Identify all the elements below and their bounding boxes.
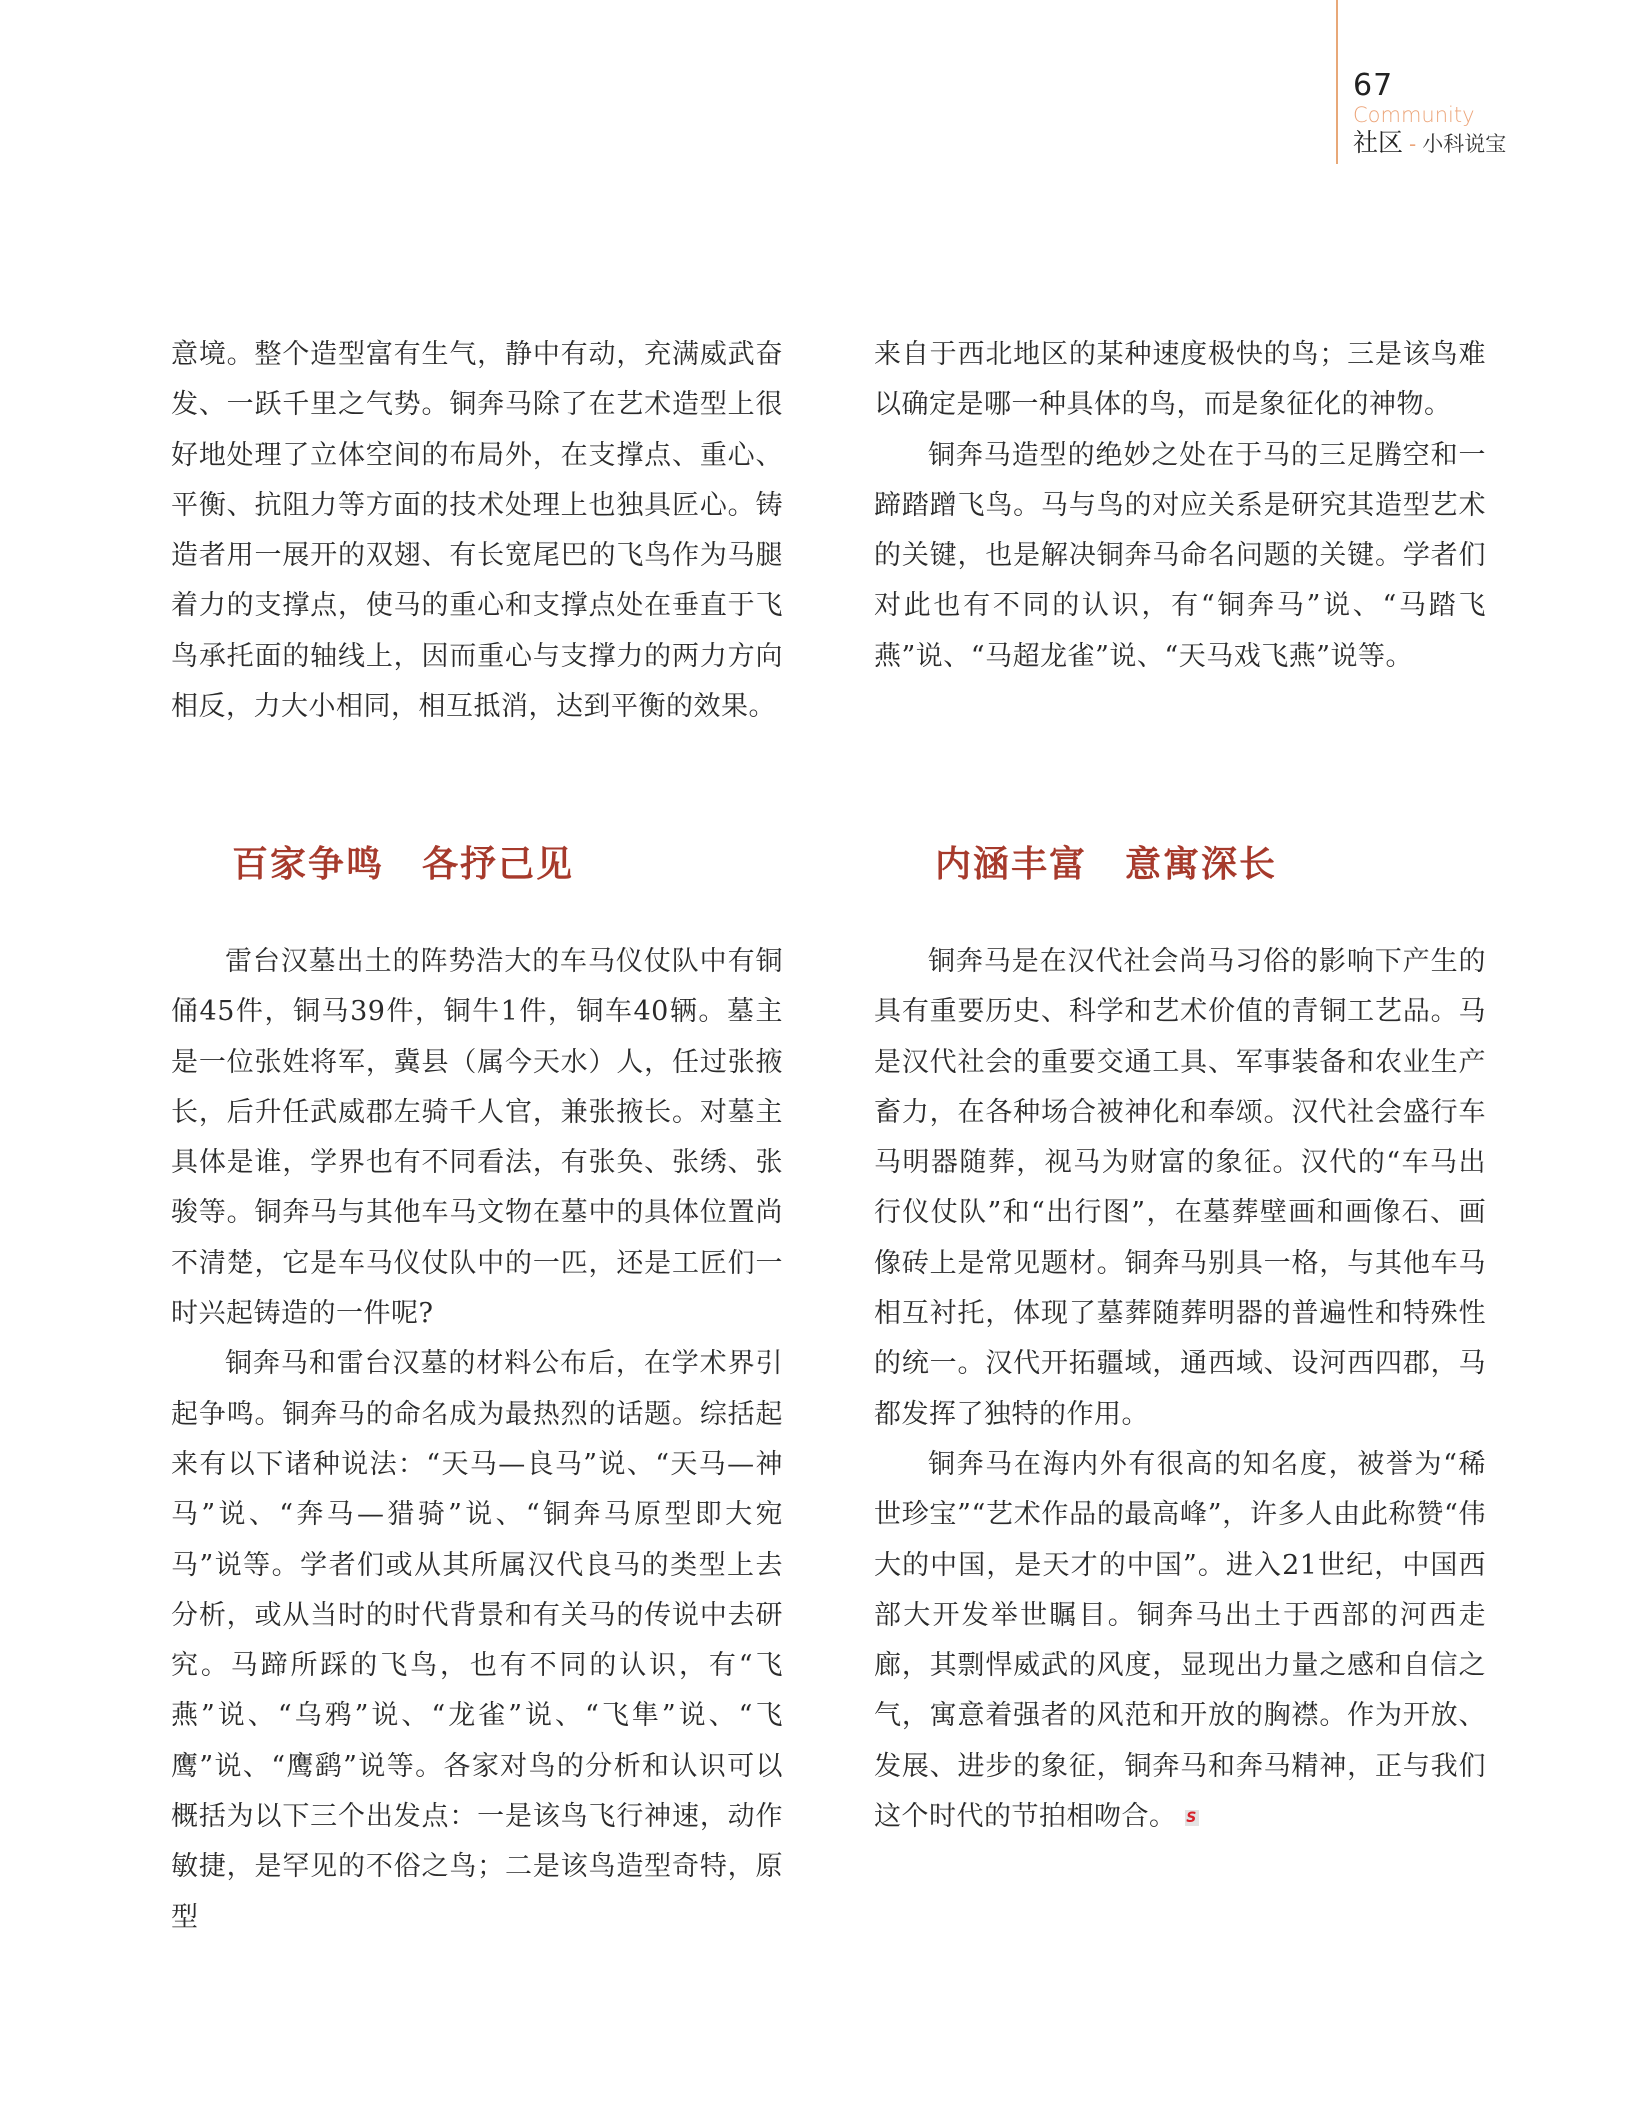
header-separator: - xyxy=(1409,132,1417,156)
paragraph: 来自于西北地区的某种速度极快的鸟；三是该鸟难以确定是哪一种具体的鸟，而是象征化的神物。 xyxy=(874,339,1486,421)
header-accent-rule xyxy=(1336,0,1338,164)
paragraph: 铜奔马造型的绝妙之处在于马的三足腾空和一蹄踏蹭飞鸟。马与鸟的对应关系是研究其造型艺术的关键，也是解决铜奔马命名问题的关键。学者们对此也有不同的认识，有“铜奔马”说、“马踏飞燕”说、“马超龙雀”说、“天马戏飞燕”说等。 xyxy=(874,439,1486,672)
paragraph-final xyxy=(874,1440,1486,1842)
article-column-right-section xyxy=(874,937,1486,1842)
running-header xyxy=(1353,70,1506,159)
section-heading-meaning: 内涵丰富 意寓深长 xyxy=(935,844,1278,885)
article-column-right-top xyxy=(874,330,1486,682)
article-column-left-top xyxy=(171,330,783,732)
paragraph: 铜奔马和雷台汉墓的材料公布后，在学术界引起争鸣。铜奔马的命名成为最热烈的话题。综括起来有以下诸种说法：“天马—良马”说、“天马—神马”说、“奔马—猎骑”说、“铜奔马原型即大宛马”说等。学者们或从其所属汉代良马的类型上去分析，或从当时的时代背景和有关马的传说中去研究。马蹄所踩的飞鸟，也有不同的认识，有“飞燕”说、“乌鸦”说、“龙雀”说、“飞隼”说、“飞鹰”说、“鹰鹞”说等。各家对鸟的分析和认识可以概括为以下三个出发点：一是该鸟飞行神速，动作敏捷，是罕见的不俗之鸟；二是该鸟造型奇特，原型 xyxy=(171,1348,783,1933)
section-title-english: Community xyxy=(1353,103,1475,127)
paragraph: 意境。整个造型富有生气，静中有动，充满威武奋发、一跃千里之气势。铜奔马除了在艺术造型上很好地处理了立体空间的布局外，在支撑点、重心、平衡、抗阻力等方面的技术处理上也独具匠心。铸造者用一展开的双翅、有长宽尾巴的飞鸟作为马腿着力的支撑点，使马的重心和支撑点处在垂直于飞鸟承托面的轴线上，因而重心与支撑力的两力方向相反，力大小相同，相互抵消，达到平衡的效果。 xyxy=(171,339,783,723)
article-column-left-section xyxy=(171,937,783,1943)
section-name: 社区 xyxy=(1353,128,1404,157)
article-end-mark-icon: S xyxy=(1186,1809,1197,1826)
paragraph: 雷台汉墓出土的阵势浩大的车马仪仗队中有铜俑45件，铜马39件，铜牛1件，铜车40辆。墓主是一位张姓将军，冀县（属今天水）人，任过张掖长，后升任武威郡左骑千人官，兼张掖长。对墓主具体是谁，学界也有不同看法，有张奂、张绣、张骏等。铜奔马与其他车马文物在墓中的具体位置尚不清楚，它是车马仪仗队中的一匹，还是工匠们一时兴起铸造的一件呢? xyxy=(171,946,783,1330)
paragraph-text: 铜奔马在海内外有很高的知名度，被誉为“稀世珍宝”“艺术作品的最高峰”，许多人由此称赞“伟大的中国，是天才的中国”。进入21世纪，中国西部大开发举世瞩目。铜奔马出土于西部的河西走廊，其剽悍威武的风度，显现出力量之感和自信之气，寓意着强者的风范和开放的胸襟。作为开放、发展、进步的象征，铜奔马和奔马精神，正与我们这个时代的节拍相吻合。 xyxy=(874,1448,1486,1833)
section-title-chinese xyxy=(1353,128,1506,159)
paragraph: 铜奔马是在汉代社会尚马习俗的影响下产生的具有重要历史、科学和艺术价值的青铜工艺品。马是汉代社会的重要交通工具、军事装备和农业生产畜力，在各种场合被神化和奉颂。汉代社会盛行车马明器随葬，视马为财富的象征。汉代的“车马出行仪仗队”和“出行图”，在墓葬壁画和画像石、画像砖上是常见题材。铜奔马别具一格，与其他车马相互衬托，体现了墓葬随葬明器的普遍性和特殊性的统一。汉代开拓疆域，通西域、设河西四郡，马都发挥了独特的作用。 xyxy=(874,946,1486,1430)
page-number: 67 xyxy=(1353,68,1394,103)
column-name: 小科说宝 xyxy=(1422,132,1507,156)
section-heading-debate: 百家争鸣 各抒己见 xyxy=(232,844,575,885)
